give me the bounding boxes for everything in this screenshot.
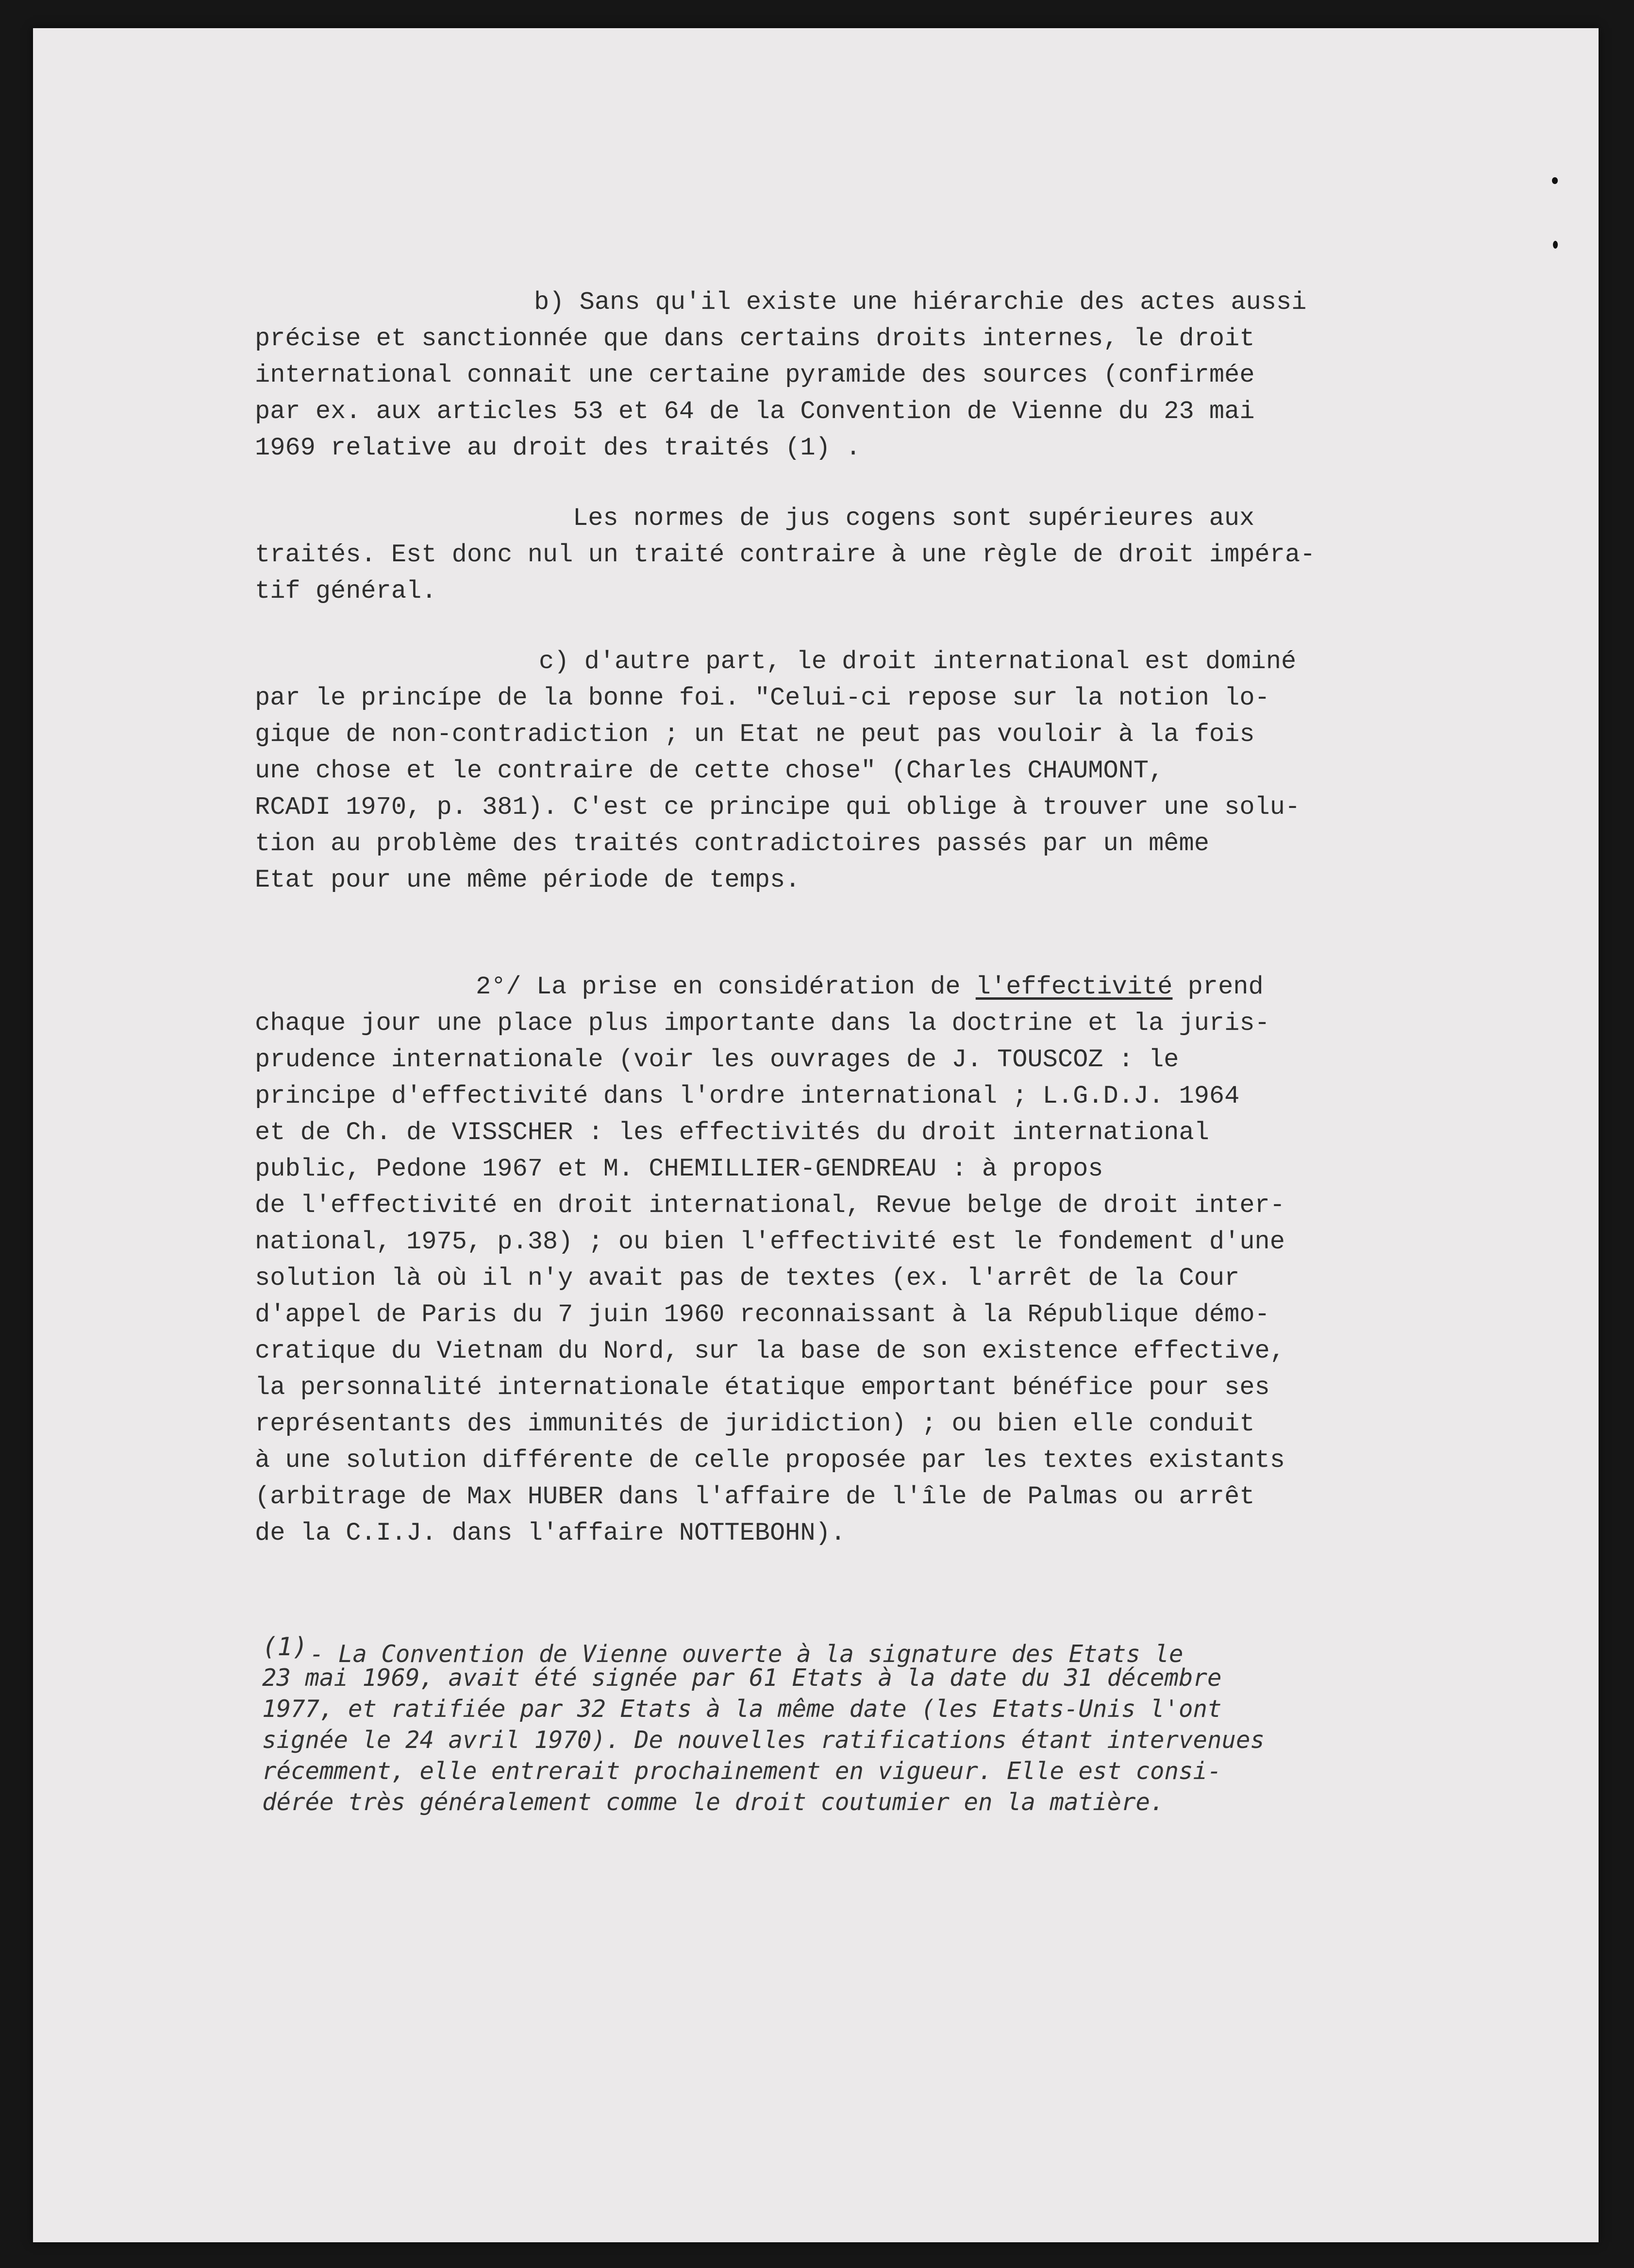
ink-dot — [1552, 177, 1558, 184]
text-line: national, 1975, p.38) ; ou bien l'effectivité est le fondement d'une — [255, 1227, 1285, 1256]
underlined-term: l'effectivité — [975, 973, 1173, 1001]
text-line: c) d'autre part, le droit international est dominé — [539, 647, 1297, 676]
text-line: de l'effectivité en droit international, Revue belge de droit inter- — [255, 1191, 1285, 1220]
text-line: chaque jour une place plus importante dans la doctrine et la juris- — [255, 1009, 1270, 1038]
text-line: et de Ch. de VISSCHER : les effectivités du droit international — [255, 1118, 1209, 1147]
text-line: la personnalité internationale étatique emportant bénéfice pour ses — [255, 1373, 1270, 1402]
text-line: gique de non-contradiction ; un Etat ne peut pas vouloir à la fois — [255, 720, 1255, 749]
text-line: récemment, elle entrerait prochainement en vigueur. Elle est consi- — [262, 1757, 1222, 1785]
text-line: tion au problème des traités contradictoires passés par un même — [255, 829, 1209, 858]
text-line: b) Sans qu'il existe une hiérarchie des actes aussi — [534, 288, 1307, 317]
paragraph-b — [255, 284, 1386, 466]
text-line: une chose et le contraire de cette chose" (Charles CHAUMONT, — [255, 756, 1164, 785]
text-run: 2°/ La prise en considération de — [476, 973, 976, 1001]
text-line: principe d'effectivité dans l'ordre international ; L.G.D.J. 1964 — [255, 1082, 1240, 1110]
text-line — [255, 969, 1386, 1005]
text-line: dérée très généralement comme le droit coutumier en la matière. — [262, 1788, 1165, 1816]
paragraph-2 — [255, 969, 1386, 1551]
text-line: tif général. — [255, 577, 437, 605]
footnote-marker: (1) — [262, 1632, 308, 1662]
footnote — [262, 1631, 1379, 1818]
text-run: - La Convention de Vienne ouverte à la signature des Etats le — [309, 1640, 1184, 1668]
text-line: par le princípe de la bonne foi. "Celui-ci repose sur la notion lo- — [255, 684, 1270, 712]
text-line: cratique du Vietnam du Nord, sur la base de son existence effective, — [255, 1337, 1285, 1365]
text-line: 23 mai 1969, avait été signée par 61 Etats à la date du 31 décembre — [262, 1664, 1222, 1692]
paragraph-jus-cogens — [255, 500, 1386, 609]
text-line: solution là où il n'y avait pas de textes (ex. l'arrêt de la Cour — [255, 1264, 1240, 1293]
text-line: prudence internationale (voir les ouvrages de J. TOUSCOZ : le — [255, 1045, 1179, 1074]
text-line: signée le 24 avril 1970). De nouvelles ratifications étant intervenues — [262, 1726, 1265, 1754]
text-line: 1977, et ratifiée par 32 Etats à la même date (les Etats-Unis l'ont — [262, 1695, 1222, 1723]
text-line: (arbitrage de Max HUBER dans l'affaire de l'île de Palmas ou arrêt — [255, 1482, 1255, 1511]
text-line: d'appel de Paris du 7 juin 1960 reconnaissant à la République démo- — [255, 1300, 1270, 1329]
text-line: représentants des immunités de juridiction) ; ou bien elle conduit — [255, 1410, 1255, 1438]
text-line: Les normes de jus cogens sont supérieures aux — [573, 504, 1255, 533]
text-line: à une solution différente de celle proposée par les textes existants — [255, 1446, 1285, 1475]
text-line: de la C.I.J. dans l'affaire NOTTEBOHN). — [255, 1519, 846, 1547]
text-line: RCADI 1970, p. 381). C'est ce principe qui oblige à trouver une solu- — [255, 793, 1301, 822]
text-line: Etat pour une même période de temps. — [255, 866, 800, 894]
text-line — [262, 1631, 1379, 1668]
text-line: 1969 relative au droit des traités (1) . — [255, 434, 861, 462]
text-line: public, Pedone 1967 et M. CHEMILLIER-GENDREAU : à propos — [255, 1155, 1103, 1183]
paragraph-c — [255, 643, 1386, 898]
ink-dot — [1553, 241, 1558, 249]
text-line: précise et sanctionnée que dans certains droits internes, le droit — [255, 324, 1255, 353]
text-line: traités. Est donc nul un traité contraire à une règle de droit impéra- — [255, 540, 1316, 569]
text-run: prend — [1172, 973, 1264, 1001]
text-line: par ex. aux articles 53 et 64 de la Convention de Vienne du 23 mai — [255, 397, 1255, 426]
text-line: international connait une certaine pyramide des sources (confirmée — [255, 361, 1255, 389]
